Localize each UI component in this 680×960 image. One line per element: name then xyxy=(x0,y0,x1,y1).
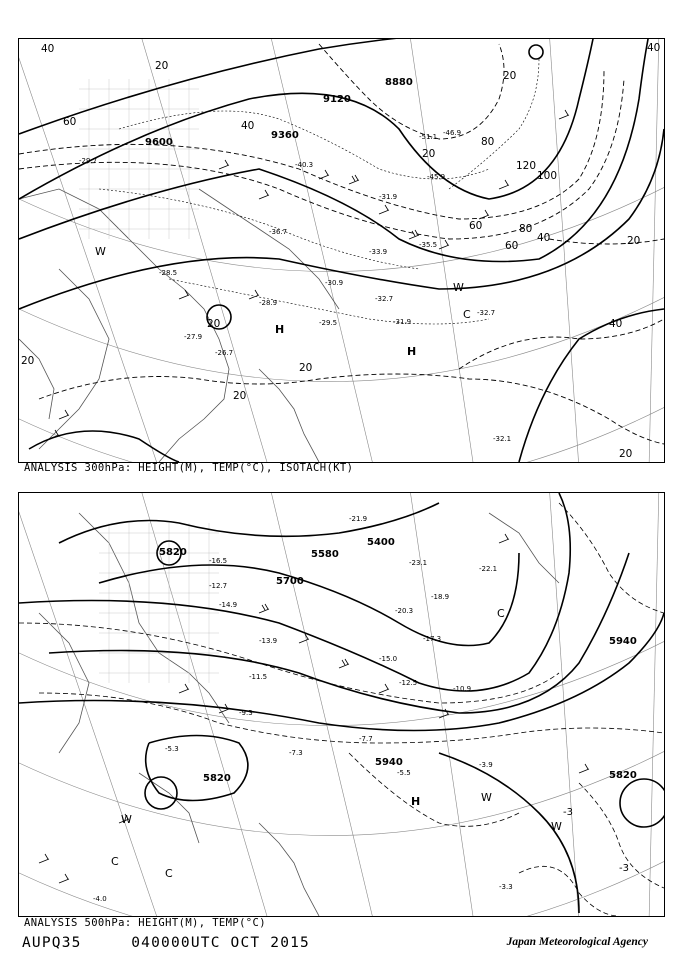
temp-label: -20.3 xyxy=(395,607,414,615)
temp-label: -12.7 xyxy=(209,582,228,590)
temp-label: -31.9 xyxy=(379,193,398,201)
temp-label: -45.9 xyxy=(427,173,446,181)
height-label: 5820 xyxy=(609,770,637,781)
temp-labels xyxy=(93,515,629,903)
wind-barbs xyxy=(49,110,569,439)
temp-label: -3.3 xyxy=(499,883,513,891)
temp-label: -16.5 xyxy=(209,557,228,565)
temp-label: -29.7 xyxy=(79,157,98,165)
isotach-label: 80 xyxy=(519,223,533,235)
height-labels xyxy=(159,537,637,784)
isotach-label: 20 xyxy=(619,448,633,460)
height-label: 5580 xyxy=(311,549,339,560)
warm-center-label: W xyxy=(95,245,106,258)
temp-label: -26.7 xyxy=(215,349,234,357)
temp-label: -7.7 xyxy=(359,735,373,743)
temp-label: -9.3 xyxy=(239,709,253,717)
isotach-label: 20 xyxy=(233,390,247,402)
isotach-label: 20 xyxy=(422,148,436,160)
temp-label: -18.9 xyxy=(431,593,450,601)
chart-500hpa-caption: ANALYSIS 500hPa: HEIGHT(M), TEMP(°C) xyxy=(24,917,266,929)
temp-label: -27.9 xyxy=(184,333,203,341)
temp-label: -5.3 xyxy=(165,745,179,753)
high-pressure-label: H xyxy=(275,323,285,336)
isotach-label: 60 xyxy=(505,240,519,252)
temp-label: -46.9 xyxy=(443,129,462,137)
temp-label: -33.9 xyxy=(369,248,388,256)
high-pressure-label: H xyxy=(407,345,417,358)
temp-label: -3 xyxy=(619,863,629,874)
pressure-centers xyxy=(111,607,562,880)
temp-labels xyxy=(79,129,511,443)
height-label: 5940 xyxy=(609,636,637,647)
isotach-label: 40 xyxy=(241,120,255,132)
agency-name: Japan Meteorological Agency xyxy=(506,936,648,948)
isotach-label: 20 xyxy=(299,362,313,374)
coastlines xyxy=(19,189,339,462)
cold-center-label: C xyxy=(463,308,471,321)
isotach-label: 20 xyxy=(21,355,35,367)
isotach-label: 40 xyxy=(609,318,623,330)
temp-label: -29.5 xyxy=(319,319,338,327)
isotach-label: 20 xyxy=(627,235,641,247)
high-pressure-label: H xyxy=(411,795,421,808)
temp-label: -32.7 xyxy=(375,295,394,303)
isotach-label: 60 xyxy=(469,220,483,232)
temp-label: -4.0 xyxy=(93,895,107,903)
height-label: 5700 xyxy=(276,576,304,587)
warm-center-label: W xyxy=(551,820,562,833)
temp-label: -28.9 xyxy=(259,299,278,307)
temp-label: -23.1 xyxy=(409,559,428,567)
temp-label: -12.5 xyxy=(399,679,418,687)
temp-label: -10.9 xyxy=(453,685,472,693)
height-label: 5820 xyxy=(203,773,231,784)
product-header xyxy=(22,935,310,951)
temp-label: -14.9 xyxy=(219,601,238,609)
height-label: 9120 xyxy=(323,94,351,105)
chart-500hpa xyxy=(18,492,665,917)
cold-center-label: C xyxy=(165,867,173,880)
temp-label: -11.5 xyxy=(249,673,268,681)
temp-label: -3.9 xyxy=(479,761,493,769)
isotach-label: 100 xyxy=(537,170,558,182)
isotach-label: 80 xyxy=(481,136,495,148)
warm-center-label: W xyxy=(121,813,132,826)
warm-center-label: W xyxy=(481,791,492,804)
temp-label: -32.1 xyxy=(493,435,512,443)
valid-time: 040000UTC OCT 2015 xyxy=(131,935,310,951)
isotach-label: 20 xyxy=(207,318,221,330)
height-label: 5400 xyxy=(367,537,395,548)
temp-label: -22.1 xyxy=(479,565,498,573)
isotach-label: 40 xyxy=(41,43,55,55)
temp-label: -17.3 xyxy=(423,635,442,643)
height-labels xyxy=(145,77,413,148)
height-label: 9360 xyxy=(271,130,299,141)
temp-label: -32.7 xyxy=(477,309,496,317)
temp-label: -31.9 xyxy=(393,318,412,326)
isotach-label: 120 xyxy=(516,160,537,172)
chart-300hpa-caption: ANALYSIS 300hPa: HEIGHT(M), TEMP(°C), ISOTACH(KT) xyxy=(24,462,354,474)
temp-label: -13.9 xyxy=(259,637,278,645)
isotach-label: 40 xyxy=(537,232,551,244)
product-id: AUPQ35 xyxy=(22,935,82,951)
isotach-label: 40 xyxy=(647,42,661,54)
isotach-label: 60 xyxy=(63,116,77,128)
height-label: 5940 xyxy=(375,757,403,768)
height-label: 8880 xyxy=(385,77,413,88)
warm-center-label: W xyxy=(453,281,464,294)
cold-center-label: C xyxy=(111,855,119,868)
temp-label: -30.9 xyxy=(325,279,344,287)
isotach-label: 20 xyxy=(155,60,169,72)
temp-label: -7.3 xyxy=(289,749,303,757)
temp-label: -5.5 xyxy=(397,769,411,777)
temp-label: -35.5 xyxy=(419,241,438,249)
temp-label: -51.1 xyxy=(419,133,438,141)
temp-label: -28.5 xyxy=(159,269,178,277)
height-label: 5820 xyxy=(159,547,187,558)
height-label: 9600 xyxy=(145,137,173,148)
chart-300hpa xyxy=(18,38,665,463)
temp-label: -36.7 xyxy=(269,228,288,236)
cold-center-label: C xyxy=(497,607,505,620)
temp-label: -3 xyxy=(563,807,573,818)
isotach-label: 20 xyxy=(503,70,517,82)
temp-label: -40.3 xyxy=(295,161,314,169)
temp-label: -21.9 xyxy=(349,515,368,523)
temp-label: -15.0 xyxy=(379,655,398,663)
